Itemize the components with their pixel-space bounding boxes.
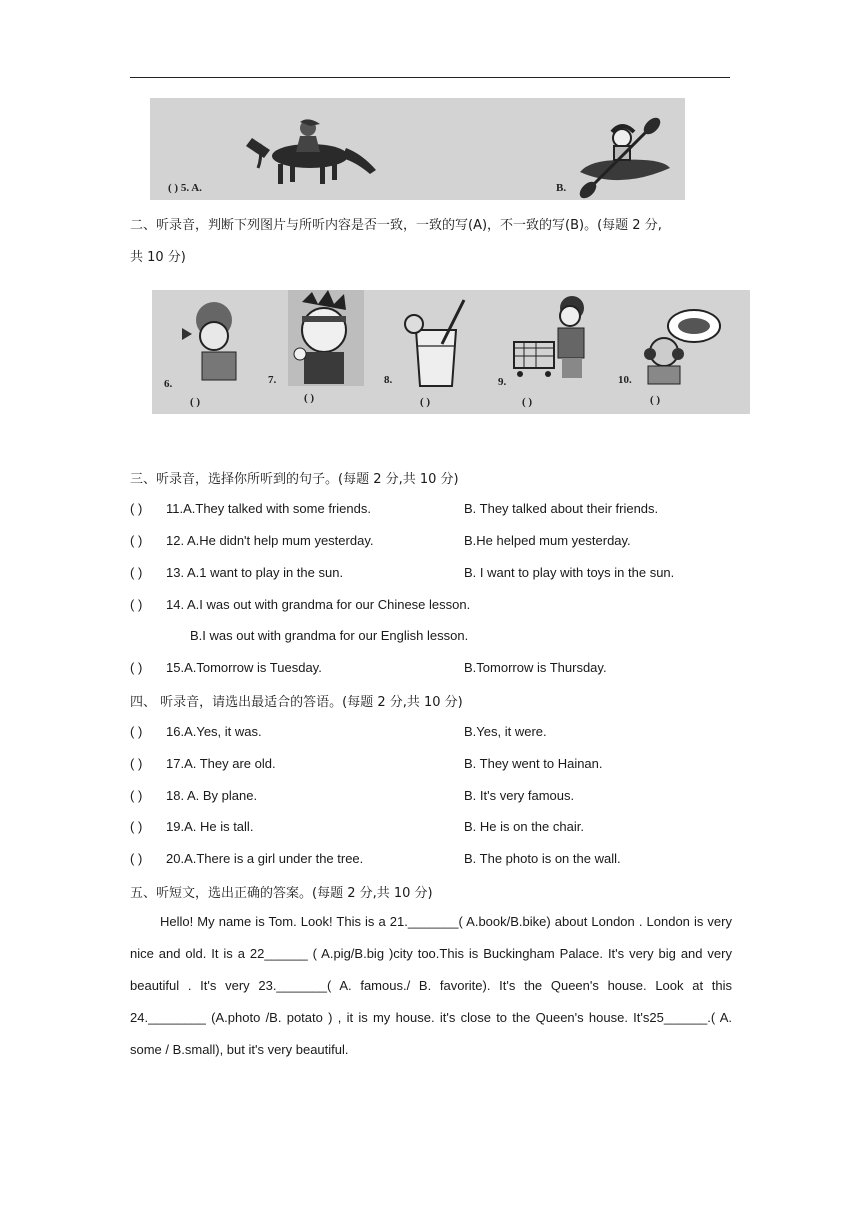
option-19-b: B. He is on the chair. [464,819,584,834]
section5-heading: 五、听短文，选出正确的答案。(每题 2 分,共 10 分) [130,886,433,901]
option-20-b: B. The photo is on the wall. [464,851,621,866]
option-18-b: B. It's very famous. [464,788,575,803]
option-19-a: 19.A. He is tall. [166,819,254,834]
picture-strip-q5 [150,98,685,200]
picture-10-number: 10. [618,374,632,386]
girl-icon [182,302,236,380]
answer-blank-13[interactable]: ( ) [130,565,143,580]
answer-blank-17[interactable]: ( ) [130,756,143,771]
passage-text: Hello! My name is Tom. Look! This is a 21._______( A.book/B.bike) about London . London is very nice and old. It is a 22______ ( A.pig/B.big )city too.This is Buckingham Palace. It's very big and very beautiful . It's very 23._______( A. famous./ B. favorite). It's the Queen's house. Look at this 24.________ (A.photo /B. potato ) , it is my house. it's close to the Queen's house. It's25______.( A. some / B.small), but it's very beautiful. [130,914,732,1057]
picture-10-blank: ( ) [650,394,661,406]
juice-glass-icon [405,300,464,386]
option-13-a: 13. A.1 want to play in the sun. [166,565,344,580]
shopping-woman-icon [514,296,584,378]
kayak-girl-icon [577,115,670,200]
question-13 [130,565,343,580]
q5-label-a: ( ) 5. A. [168,182,202,194]
horse-rider-icon [246,119,376,184]
option-13-b: B. I want to play with toys in the sun. [464,565,675,580]
option-17-a: 17.A. They are old. [166,756,276,771]
answer-blank-12[interactable]: ( ) [130,533,143,548]
section2-heading-line1: 二、听录音，判断下列图片与所听内容是否一致，一致的写(A)，不一致的写(B)。(每题 2 分, [130,218,662,233]
header-rule [130,77,730,78]
option-15-b: B.Tomorrow is Thursday. [464,660,607,675]
question-17 [130,756,276,771]
question-19 [130,819,253,834]
question-20 [130,851,363,866]
girl-thinking-food-icon [644,310,720,384]
question-14 [130,597,470,612]
question-16 [130,724,262,739]
section3-heading: 三、听录音，选择你所听到的句子。(每题 2 分,共 10 分) [130,472,459,487]
reading-passage [130,906,732,1066]
picture-8-number: 8. [384,374,393,386]
question-11 [130,501,371,516]
picture-7-number: 7. [268,374,277,386]
answer-blank-18[interactable]: ( ) [130,788,143,803]
answer-blank-20[interactable]: ( ) [130,851,143,866]
option-16-b: B.Yes, it were. [464,724,547,739]
option-14-a: 14. A.I was out with grandma for our Chinese lesson. [166,597,471,612]
picture-strip-q6-10 [152,290,750,414]
section2-heading-line2: 共 10 分) [130,250,186,265]
option-17-b: B. They went to Hainan. [464,756,603,771]
option-11-b: B. They talked about their friends. [464,501,659,516]
option-20-a: 20.A.There is a girl under the tree. [166,851,364,866]
question-15 [130,660,322,675]
option-12-b: B.He helped mum yesterday. [464,533,631,548]
question-18 [130,788,257,803]
option-18-a: 18. A. By plane. [166,788,258,803]
option-15-a: 15.A.Tomorrow is Tuesday. [166,660,322,675]
answer-blank-16[interactable]: ( ) [130,724,143,739]
boy-icon [288,290,364,386]
picture-9-number: 9. [498,376,507,388]
answer-blank-14[interactable]: ( ) [130,597,143,612]
picture-7-blank: ( ) [304,392,315,404]
q5-label-b: B. [556,182,567,194]
picture-6-number: 6. [164,378,173,390]
option-11-a: 11.A.They talked with some friends. [166,501,371,516]
question-12 [130,533,373,548]
answer-blank-11[interactable]: ( ) [130,501,143,516]
section4-heading: 四、 听录音，请选出最适合的答语。(每题 2 分,共 10 分) [130,695,463,710]
option-14-b: B.I was out with grandma for our English lesson. [190,628,469,643]
option-16-a: 16.A.Yes, it was. [166,724,262,739]
answer-blank-19[interactable]: ( ) [130,819,143,834]
picture-9-blank: ( ) [522,396,533,408]
answer-blank-15[interactable]: ( ) [130,660,143,675]
picture-8-blank: ( ) [420,396,431,408]
option-12-a: 12. A.He didn't help mum yesterday. [166,533,374,548]
picture-6-blank: ( ) [190,396,201,408]
